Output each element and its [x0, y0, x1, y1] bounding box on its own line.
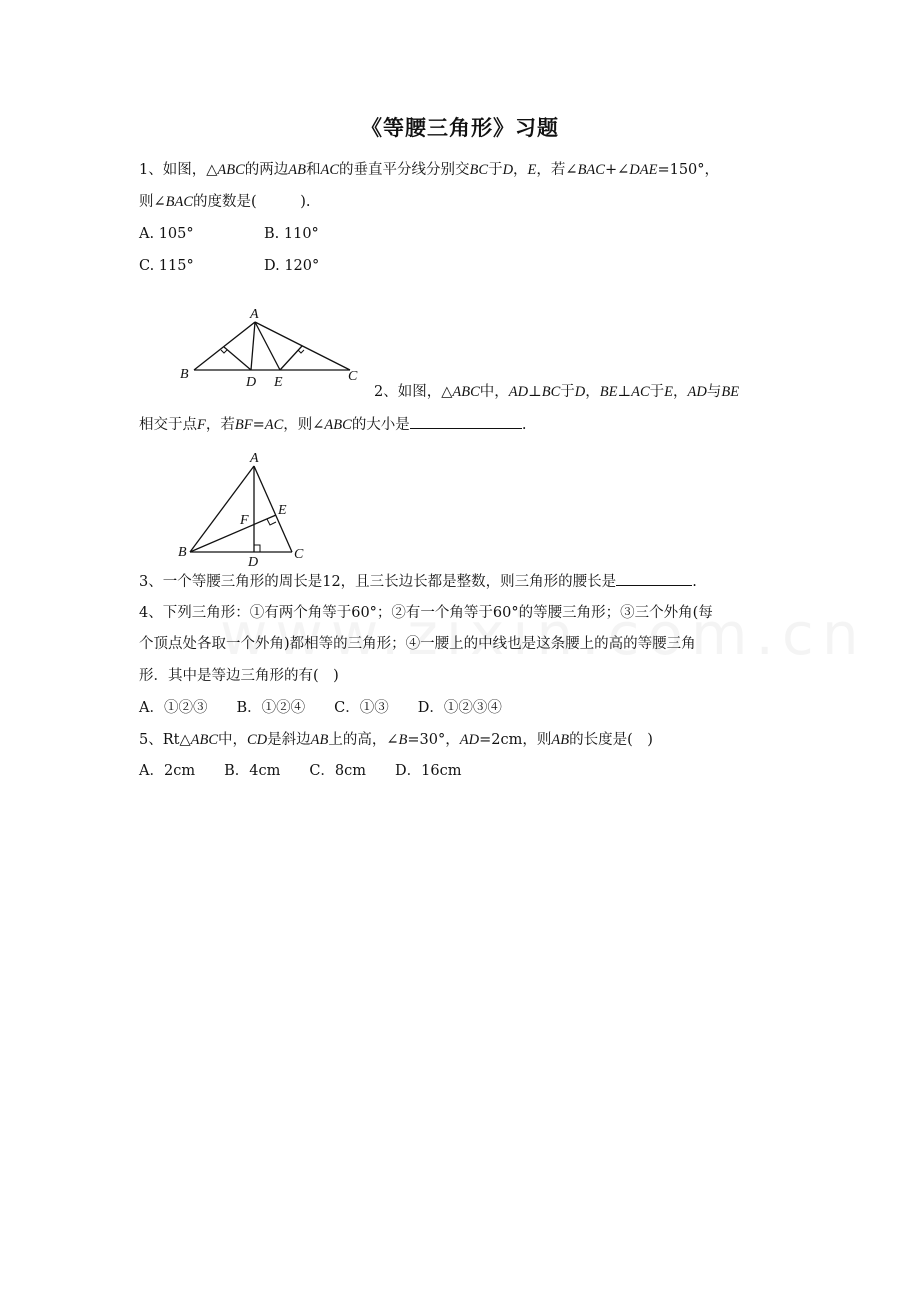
q2-label-b: B — [178, 545, 187, 560]
q3-line: 3、一个等腰三角形的周长是12，且三长边长都是整数，则三角形的腰长是 . — [139, 571, 697, 592]
q1-triangle-figure — [176, 300, 366, 392]
q1-option-a: A. 105° — [139, 226, 194, 242]
q1-line2: 则∠BAC的度数是( ). — [139, 194, 311, 210]
q2-label-c: C — [294, 547, 304, 562]
q5-line1: 5、Rt△ABC中，CD是斜边AB上的高，∠B=30°，AD=2cm，则AB的长度是( ) — [139, 732, 653, 748]
q4-line1: 4、下列三角形：①有两个角等于60°；②有一个角等于60°的等腰三角形；③三个外角(每 — [139, 605, 713, 621]
q1-label-b: B — [180, 367, 189, 382]
q3-answer-blank — [616, 571, 692, 586]
q1-option-c: C. 115° — [139, 258, 194, 274]
q2-line2: 相交于点F，若BF=AC，则∠ABC的大小是 . — [139, 414, 526, 435]
q1-option-d: D. 120° — [264, 258, 320, 274]
q2-label-e: E — [278, 503, 287, 518]
q2-answer-blank — [410, 414, 522, 429]
q1-line1: 1、如图，△ABC的两边AB和AC的垂直平分线分别交BC于D，E，若∠BAC+∠DAE=150°， — [139, 162, 720, 178]
q2-line1: 2、如图，△ABC中，AD⊥BC于D，BE⊥AC于E，AD与BE — [374, 384, 740, 400]
q2-label-a: A — [250, 452, 259, 466]
q1-label-e: E — [274, 375, 283, 390]
q4-options: A．①②③ B．①②④ C．①③ D．①②③④ — [139, 700, 502, 716]
q1-label-a: A — [250, 307, 259, 322]
q2-triangle-figure — [172, 452, 312, 570]
q2-label-f: F — [240, 513, 249, 528]
page-title: 《等腰三角形》习题 — [361, 116, 559, 140]
q4-line2: 个顶点处各取一个外角)都相等的三角形；④一腰上的中线也是这条腰上的高的等腰三角 — [139, 636, 696, 652]
q5-options: A．2cm B．4cm C．8cm D．16cm — [139, 763, 462, 779]
q2-label-d: D — [248, 555, 259, 570]
q1-label-c: C — [348, 369, 358, 384]
q4-line3: 形．其中是等边三角形的有( ) — [139, 668, 339, 684]
q1-option-b: B. 110° — [264, 226, 319, 242]
q1-label-d: D — [246, 375, 257, 390]
